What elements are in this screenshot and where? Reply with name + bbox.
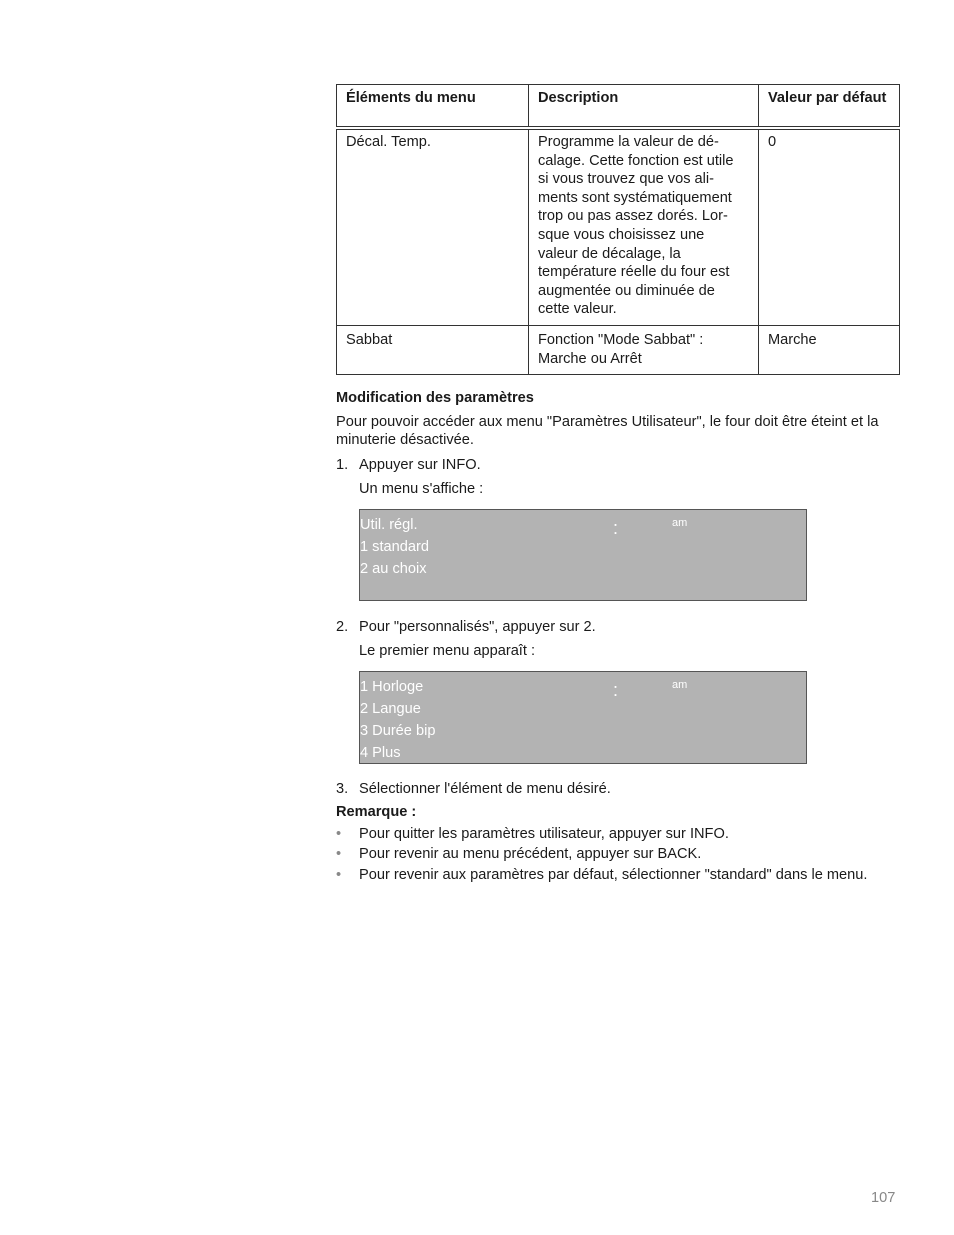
step-number: 1. — [336, 456, 349, 473]
list-item — [336, 844, 899, 865]
display-line: 3 Durée bip — [360, 723, 436, 740]
list-item — [336, 824, 899, 845]
intro-paragraph: Pour pouvoir accéder aux menu "Paramètres Utilisateur", le four doit être éteint et la minuterie désactivée. — [336, 413, 879, 449]
list-item-text: Pour revenir au menu précédent, appuyer sur BACK. — [359, 846, 702, 863]
page-content — [336, 84, 899, 885]
display-line: Util. régl. — [360, 517, 418, 534]
cell-item: Décal. Temp. — [337, 128, 529, 326]
menu-items-table — [336, 84, 900, 375]
display-line: 1 Horloge — [360, 679, 424, 696]
oven-display-menu — [359, 509, 807, 601]
step-subtext: Un menu s'affiche : — [359, 480, 484, 497]
cell-default: Marche — [759, 326, 900, 375]
column-header-description: Description — [529, 85, 759, 129]
display-line: 1 standard — [360, 539, 429, 556]
step-text: Sélectionner l'élément de menu désiré. — [359, 781, 611, 798]
table-row — [337, 128, 900, 326]
list-item-text: Pour revenir aux paramètres par défaut, sélectionner "standard" dans le menu. — [359, 866, 868, 883]
display-line: 4 Plus — [360, 745, 401, 762]
cell-description: Fonction "Mode Sabbat" : Marche ou Arrêt — [529, 326, 759, 375]
display-line: 2 Langue — [360, 701, 421, 718]
display-ampm: am — [672, 517, 688, 530]
bullet-icon: • — [336, 825, 342, 842]
display-clock-colon: : — [613, 518, 619, 539]
display-ampm: am — [672, 679, 688, 692]
list-item-text: Pour quitter les paramètres utilisateur, appuyer sur INFO. — [359, 825, 729, 842]
section-heading: Modification des paramètres — [336, 390, 534, 407]
table-header-row — [337, 85, 900, 129]
table-row — [337, 326, 900, 375]
bullet-icon: • — [336, 866, 342, 883]
remark-list — [336, 824, 899, 886]
cell-description: Programme la valeur de dé- calage. Cette fonction est utile si vous trouvez que vos ali- ments sont systématiquement trop ou pas assez dorés. Lor- sque vous choisissez une valeur de décalage, la température réelle du four est augmentée ou diminuée de cette valeur. — [529, 128, 759, 326]
remark-label: Remarque : — [336, 803, 417, 820]
list-item — [336, 865, 899, 886]
step-1 — [336, 456, 899, 498]
bullet-icon: • — [336, 846, 342, 863]
display-clock-colon: : — [613, 680, 619, 701]
step-2 — [336, 618, 899, 660]
column-header-default-value: Valeur par défaut — [759, 85, 900, 129]
column-header-menu-items: Éléments du menu — [337, 85, 529, 129]
display-line: 2 au choix — [360, 561, 427, 578]
step-3 — [336, 780, 899, 799]
step-subtext: Le premier menu apparaît : — [359, 642, 536, 659]
step-number: 3. — [336, 781, 349, 798]
step-text: Appuyer sur INFO. — [359, 456, 481, 473]
cell-item: Sabbat — [337, 326, 529, 375]
step-text: Pour "personnalisés", appuyer sur 2. — [359, 619, 596, 636]
cell-default: 0 — [759, 128, 900, 326]
page-number: 107 — [871, 1190, 896, 1206]
oven-display-first-menu — [359, 671, 807, 764]
step-number: 2. — [336, 619, 349, 636]
